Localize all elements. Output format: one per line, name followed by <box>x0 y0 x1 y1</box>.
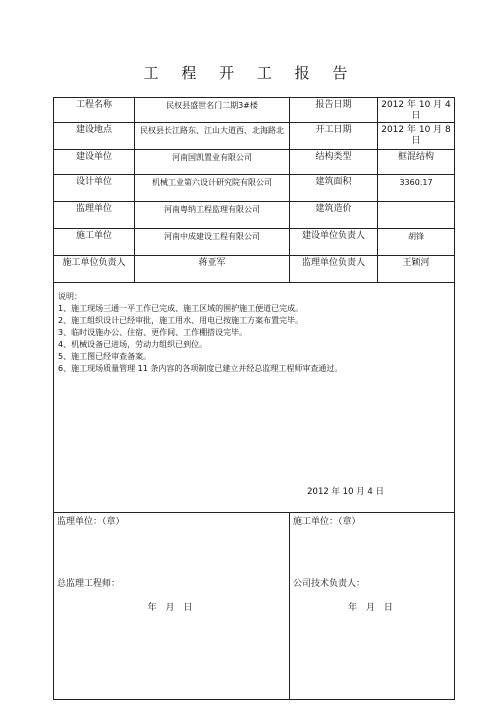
construction-unit-label: 施工单位：（章） <box>293 517 361 527</box>
field-value: 框混结构 <box>378 150 455 175</box>
notes-date: 2012 年 10 月 4 日 <box>307 487 384 497</box>
chief-supervisor-label: 总监理工程师： <box>57 579 121 589</box>
notes-item: 2、施工组织设计已经审批，施工用水、用电已按施工方案布置完毕。 <box>58 316 304 325</box>
field-value: 河南粤纳工程监理有限公司 <box>135 202 290 229</box>
field-label: 建设地点 <box>54 123 135 150</box>
construction-signature-box <box>290 513 455 700</box>
field-value <box>378 202 455 229</box>
field-value: 河南中成建设工程有限公司 <box>135 229 290 256</box>
supervision-unit-label: 监理单位：（章） <box>57 517 125 527</box>
field-label: 建设单位 <box>54 150 135 175</box>
field-value: 2012 年 10 月 4 日 <box>378 98 455 123</box>
field-value: 蒋亚军 <box>135 256 290 283</box>
notes-item: 6、施工现场质量管理 11 条内容的各项制度已建立并经总监理工程师审查通过。 <box>58 364 343 373</box>
notes-item: 3、临时设施办公、住宿、更作间、工作棚搭设完毕。 <box>58 328 248 337</box>
notes-section <box>54 283 455 513</box>
signature-row <box>54 513 455 700</box>
field-value: 河南国凯置业有限公司 <box>135 150 290 175</box>
technical-lead-label: 公司技术负责人： <box>293 579 366 589</box>
notes-item: 1、施工现场三通一平工作已完成、施工区域的围护施工便道已完成。 <box>58 304 304 313</box>
table-row <box>54 98 455 123</box>
table-row <box>54 229 455 256</box>
field-value: 民权县长江路东、江山大道西、北海路北 <box>135 123 290 150</box>
field-label: 结构类型 <box>290 150 378 175</box>
field-value: 2012 年 10 月 8 日 <box>378 123 455 150</box>
report-title: 工 程 开 工 报 告 <box>143 64 357 82</box>
field-label: 设计单位 <box>54 175 135 202</box>
field-label: 工程名称 <box>54 98 135 123</box>
field-value: 胡锋 <box>378 229 455 256</box>
table-row <box>54 202 455 229</box>
field-label: 开工日期 <box>290 123 378 150</box>
field-label: 建筑面积 <box>290 175 378 202</box>
table-row <box>54 123 455 150</box>
field-label: 报告日期 <box>290 98 378 123</box>
field-label: 建筑造价 <box>290 202 378 229</box>
report-table <box>53 97 455 700</box>
supervision-sign-date: 年 月 日 <box>147 603 196 613</box>
notes-row <box>54 283 455 513</box>
supervision-signature-box <box>54 513 290 700</box>
field-label: 监理单位负责人 <box>290 256 378 283</box>
field-value: 民权县盛世名门二期3#楼 <box>135 98 290 123</box>
field-label: 建设单位负责人 <box>290 229 378 256</box>
field-label: 监理单位 <box>54 202 135 229</box>
notes-item: 4、机械设备已进场，劳动力组织已到位。 <box>58 340 208 349</box>
field-value: 3360.17 <box>378 175 455 202</box>
table-row <box>54 256 455 283</box>
field-label: 施工单位负责人 <box>54 256 135 283</box>
field-label: 施工单位 <box>54 229 135 256</box>
field-value: 机械工业第六设计研究院有限公司 <box>135 175 290 202</box>
table-row <box>54 150 455 175</box>
construction-sign-date: 年 月 日 <box>348 603 396 613</box>
field-value: 王颖河 <box>378 256 455 283</box>
notes-item: 5、施工图已经审查备案。 <box>58 352 152 361</box>
notes-heading: 说明： <box>58 292 82 301</box>
table-row <box>54 175 455 202</box>
